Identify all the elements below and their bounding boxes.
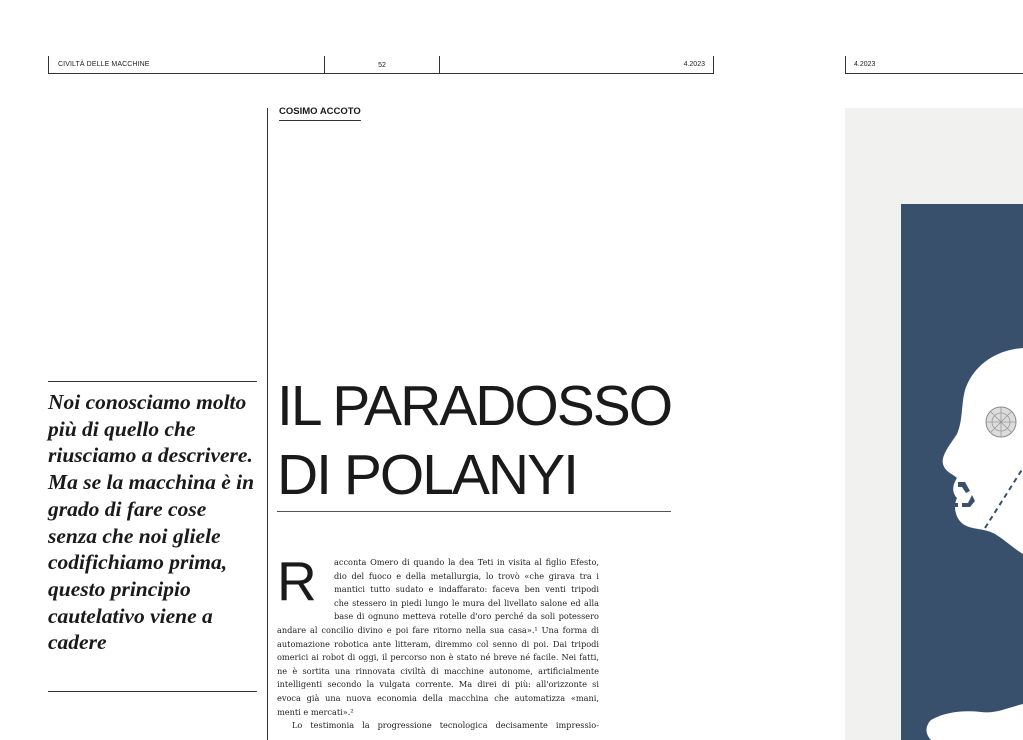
pull-quote: Noi conosciamo molto più di quello che riusciamo a descrivere. Ma se la macchina è in grado di fare cose senza che noi gliele codifichiamo prima, questo principio cautelativo viene a cadere	[48, 390, 255, 655]
running-header-left	[48, 56, 714, 74]
wikipedia-globe-icon	[986, 407, 1016, 437]
body-line: dio del fuoco e della metallurgia, lo trovò «che girava tra i	[334, 570, 599, 581]
column-divider	[267, 108, 268, 740]
body-line: mantici tutto sudato e indaffarato: faceva ben venti tripodi	[334, 584, 599, 595]
body-line: menti e mercati».²	[277, 706, 354, 717]
article-title	[277, 372, 671, 510]
author-name: COSIMO ACCOTO	[279, 106, 361, 121]
illustration-artwork	[845, 108, 1023, 740]
section-name: CIVILTÀ DELLE MACCHINE	[58, 61, 150, 68]
body-line: intelligenti secondo la vulgata corrente. Ma direi di più: all'orizzonte si	[277, 679, 599, 690]
article-body	[277, 550, 599, 733]
body-line: ne è sortita una rinnovata civiltà di macchine autonome, artificialmente	[277, 665, 599, 676]
body-line: base di ognuno metteva rotelle d'oro perché da soli potessero	[334, 611, 599, 622]
illustration	[845, 108, 1023, 740]
title-line-1: IL PARADOSSO	[277, 374, 672, 438]
body-line: Lo testimonia la progressione tecnologica decisamente impressio-	[292, 720, 599, 731]
pull-quote-bottom-rule	[48, 691, 257, 692]
pull-quote-top-rule	[48, 381, 257, 382]
body-line: evoca già una nuova economia della macchina che automatizza «mani,	[277, 692, 599, 703]
running-header-right	[845, 56, 1023, 74]
page-number: 52	[324, 56, 440, 73]
body-line: che stessero in piedi lungo le mura del livellato salone ed alla	[334, 597, 599, 608]
body-line: omerici ai robot di oggi, il percorso non è stato né breve né facile. Nei fatti,	[277, 652, 599, 663]
issue-number-left: 4.2023	[683, 61, 705, 68]
title-rule	[277, 511, 671, 512]
body-line: automazione robotica ante litteram, diremmo col senno di poi. Dai tripodi	[277, 638, 599, 649]
drop-cap: R	[277, 550, 317, 612]
body-line: andare al concilio divino e poi fare ritorno nella sua casa».¹ Una forma di	[277, 624, 599, 635]
issue-number-right: 4.2023	[854, 61, 876, 68]
body-line: acconta Omero di quando la dea Teti in visita al figlio Efesto,	[334, 557, 599, 567]
title-line-2: DI POLANYI	[277, 443, 577, 507]
